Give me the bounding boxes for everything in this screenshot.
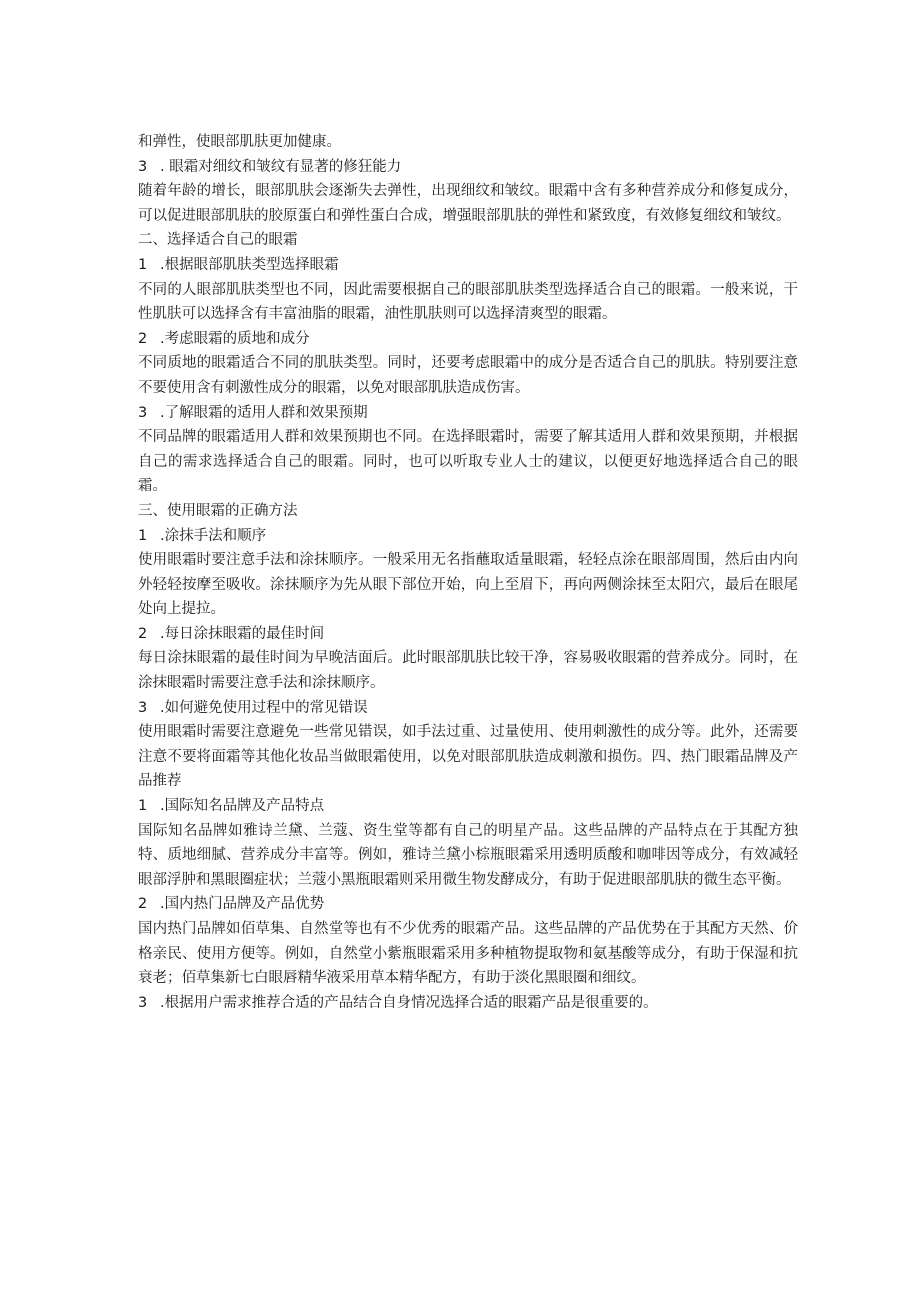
paragraph: 和弹性，使眼部肌肤更加健康。 xyxy=(138,134,341,150)
list-item xyxy=(138,794,798,819)
section-heading: .国内热门品牌及产品优势 xyxy=(160,896,325,913)
list-item xyxy=(138,155,798,180)
section-heading: .每日涂抹眼霜的最佳时间 xyxy=(160,625,325,642)
list-number: 3 xyxy=(138,158,148,175)
section-heading: .根据用户需求推荐合适的产品结合自身情况选择合适的眼霜产品是很重要的。 xyxy=(160,994,658,1011)
section-heading: . 眼霜对细纹和皱纹有显著的修狂能力 xyxy=(160,158,402,175)
list-number: 1 xyxy=(138,798,148,815)
list-number: 3 xyxy=(138,994,148,1011)
list-item xyxy=(138,622,798,647)
paragraph: 使用眼霜时要注意手法和涂抹顺序。一般采用无名指蘸取适量眼霜，轻轻点涂在眼部周围，然后由内向外轻轻按摩至吸收。涂抹顺序为先从眼下部位开始，向上至眉下，再向两侧涂抹至太阳穴，最后在眼尾处向上提拉。 xyxy=(138,552,798,618)
list-item xyxy=(138,401,798,426)
section-heading: .涂抹手法和顺序 xyxy=(160,527,267,544)
list-number: 1 xyxy=(138,527,148,544)
section-heading: 二、选择适合自己的眼霜 xyxy=(138,232,298,249)
list-number: 2 xyxy=(138,625,148,642)
list-number: 2 xyxy=(138,330,148,347)
paragraph: 使用眼霜时需要注意避免一些常见错误，如手法过重、过量使用、使用刺激性的成分等。此外，还需要注意不要将面霜等其他化妆品当做眼霜使用，以免对眼部肌肤造成刺激和损伤。四、热门眼霜品牌及产品推荐 xyxy=(138,724,798,790)
section-heading: .国际知名品牌及产品特点 xyxy=(160,798,325,815)
list-number: 3 xyxy=(138,404,148,421)
list-number: 3 xyxy=(138,699,148,716)
section-heading: .考虑眼霜的质地和成分 xyxy=(160,330,310,347)
list-item xyxy=(138,991,798,1016)
paragraph: 每日涂抹眼霜的最佳时间为早晚洁面后。此时眼部肌肤比较干净，容易吸收眼霜的营养成分。同时，在涂抹眼霜时需要注意手法和涂抹顺序。 xyxy=(138,650,798,692)
list-item xyxy=(138,327,798,352)
section-heading: .根据眼部肌肤类型选择眼霜 xyxy=(160,256,339,273)
list-item xyxy=(138,696,798,721)
paragraph: 国际知名品牌如雅诗兰黛、兰蔻、资生堂等都有自己的明星产品。这些品牌的产品特点在于其配方独特、质地细腻、营养成分丰富等。例如，雅诗兰黛小棕瓶眼霜采用透明质酸和咖啡因等成分，有效减轻眼部浮肿和黑眼圈症状；兰蔻小黑瓶眼霜则采用微生物发酵成分，有助于促进眼部肌肤的微生态平衡。 xyxy=(138,822,798,888)
list-number: 1 xyxy=(138,256,148,273)
paragraph: 不同品牌的眼霜适用人群和效果预期也不同。在选择眼霜时，需要了解其适用人群和效果预期，并根据自己的需求选择适合自己的眼霜。同时，也可以听取专业人士的建议，以便更好地选择适合自己的眼霜。 xyxy=(138,429,798,495)
section-heading: .如何避免使用过程中的常见错误 xyxy=(160,699,368,716)
list-item xyxy=(138,253,798,278)
paragraph: 不同的人眼部肌肤类型也不同，因此需要根据自己的眼部肌肤类型选择适合自己的眼霜。一般来说，干性肌肤可以选择含有丰富油脂的眼霜，油性肌肤则可以选择清爽型的眼霜。 xyxy=(138,281,798,323)
section-heading: 三、使用眼霜的正确方法 xyxy=(138,502,298,519)
section-heading: .了解眼霜的适用人群和效果预期 xyxy=(160,404,368,421)
document-body xyxy=(138,130,798,1015)
paragraph: 不同质地的眼霜适合不同的肌肤类型。同时，还要考虑眼霜中的成分是否适合自己的肌肤。特别要注意不要使用含有刺激性成分的眼霜，以免对眼部肌肤造成伤害。 xyxy=(138,355,798,396)
paragraph: 随着年龄的增长，眼部肌肤会逐渐失去弹性，出现细纹和皱纹。眼霜中含有多种营养成分和修复成分，可以促进眼部肌肤的胶原蛋白和弹性蛋白合成，增强眼部肌肤的弹性和紧致度，有效修复细纹和皱纹。 xyxy=(138,183,798,224)
paragraph: 国内热门品牌如佰草集、自然堂等也有不少优秀的眼霜产品。这些品牌的产品优势在于其配方天然、价格亲民、使用方便等。例如，自然堂小紫瓶眼霜采用多种植物提取物和氨基酸等成分，有助于保湿和抗衰老；佰草集新七白眼唇精华液采用草本精华配方，有助于淡化黑眼圈和细纹。 xyxy=(138,921,798,987)
list-item xyxy=(138,892,798,917)
list-number: 2 xyxy=(138,896,148,913)
list-item xyxy=(138,524,798,549)
